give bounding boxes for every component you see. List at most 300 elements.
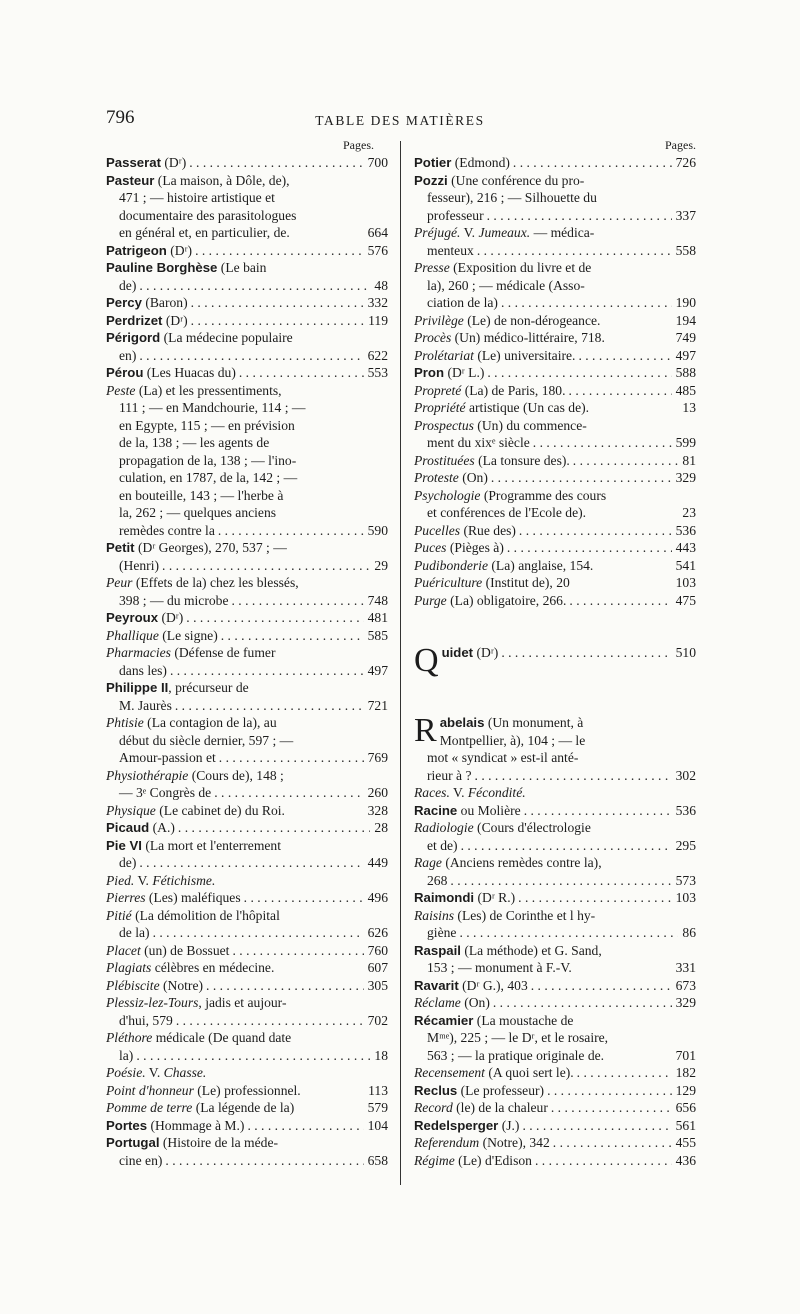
- pages-label: Pages.: [665, 138, 696, 152]
- index-entry-line: [414, 189, 696, 207]
- entry-text: Peur (Effets de la) chez les blessés,: [106, 575, 299, 590]
- index-entry-line: [414, 574, 696, 592]
- entry-text: Potier (Edmond): [414, 155, 510, 170]
- page-ref: 305: [364, 977, 388, 995]
- entry-text: début du siècle dernier, 597 ; —: [119, 732, 294, 748]
- index-entry-line: [414, 767, 696, 785]
- page-ref: 485: [672, 382, 696, 400]
- entry-text: de): [119, 277, 137, 293]
- page-ref: 607: [364, 959, 388, 977]
- page-ref: 496: [364, 889, 388, 907]
- index-entry-line: [106, 837, 388, 855]
- index-entry-line: [106, 609, 388, 627]
- index-entry-line: [414, 1064, 696, 1082]
- index-entry-line: [106, 382, 388, 400]
- index-entry-line: [414, 172, 696, 190]
- index-entry-line: [106, 224, 388, 242]
- index-entry-line: [414, 977, 696, 995]
- spacer: [414, 679, 696, 697]
- entry-text: et de): [427, 837, 458, 853]
- entry-text: uidet (Dʳ): [441, 645, 499, 660]
- page-ref: 599: [672, 434, 696, 452]
- index-entry-line: [414, 277, 696, 295]
- index-entry-line: [414, 784, 696, 802]
- page-ref: 769: [364, 749, 388, 767]
- index-entry-line: [106, 994, 388, 1012]
- index-entry-line: [106, 434, 388, 452]
- index-entry-line: [414, 1117, 696, 1135]
- index-entry-line: [106, 1134, 388, 1152]
- index-entry-line: [414, 959, 696, 977]
- entry-text: Propreté (La) de Paris, 180.: [414, 382, 566, 398]
- entry-text: Régime (Le) d'Edison: [414, 1152, 532, 1168]
- entry-text: giène: [427, 925, 457, 940]
- index-entry-line: [414, 907, 696, 925]
- index-entry-line: [440, 714, 696, 732]
- entry-text: remèdes contre la: [119, 522, 215, 538]
- index-entry-line: [106, 592, 388, 610]
- entry-text: Pharmacies (Défense de fumer: [106, 645, 276, 660]
- index-entry-line: [106, 819, 388, 837]
- page-ref: 104: [364, 1117, 388, 1135]
- entry-text: Prostituées (La tonsure des).: [414, 452, 570, 468]
- entry-text: Plessiz-lez-Tours, jadis et aujour-: [106, 995, 287, 1010]
- index-entry-line: [414, 1134, 696, 1152]
- index-entry-line: [414, 417, 696, 435]
- index-entry-line: [414, 539, 696, 557]
- index-entry-line: [414, 1029, 696, 1047]
- index-entry-line: [414, 399, 696, 417]
- entry-text: Point d'honneur (Le) professionnel.: [106, 1082, 301, 1098]
- entry-text: Puces (Pièges à): [414, 540, 504, 555]
- index-entry-line: [106, 924, 388, 942]
- entry-text: Pauline Borghèse (Le bain: [106, 260, 267, 275]
- entry-text: Pozzi (Une conférence du pro-: [414, 172, 585, 188]
- index-entry-line: [106, 347, 388, 365]
- page-number: 796: [106, 107, 135, 128]
- entry-text: Philippe II, précurseur de: [106, 680, 249, 695]
- index-entry-line: [414, 557, 696, 575]
- index-entry-line: [414, 469, 696, 487]
- entry-text: culation, en 1787, de la, 142 ; —: [119, 470, 298, 485]
- page-ref: 260: [364, 784, 388, 802]
- entry-text: Pron (Dʳ L.): [414, 365, 485, 380]
- index-entry-line: [106, 942, 388, 960]
- page-ref: 475: [672, 592, 696, 610]
- index-entry-line: [442, 644, 696, 662]
- entry-text: d'hui, 579: [119, 1012, 173, 1028]
- index-entry-line: [106, 259, 388, 277]
- page-ref: 656: [672, 1099, 696, 1117]
- page-ref: 81: [678, 452, 696, 470]
- index-entry-line: [106, 277, 388, 295]
- index-entry-line: [106, 487, 388, 505]
- entry-text: Procès (Un) médico-littéraire, 718.: [414, 330, 605, 345]
- entry-text: cine en): [119, 1152, 163, 1168]
- index-entry-line: [106, 627, 388, 645]
- entry-text: — 3ᵉ Congrès de: [119, 785, 212, 800]
- section-initial: Q: [414, 642, 439, 679]
- page-ref: 726: [672, 154, 696, 172]
- entry-text: (Henri): [119, 557, 160, 573]
- entry-text: Pied. V. Fétichisme.: [106, 872, 216, 888]
- page-ref: 760: [364, 942, 388, 960]
- page-ref: 702: [364, 1012, 388, 1030]
- index-entry-line: [106, 154, 388, 172]
- entry-text: Physique (Le cabinet de) du Roi.: [106, 802, 285, 818]
- index-entry-line: [414, 522, 696, 540]
- entry-text: dans les): [119, 662, 167, 678]
- section-initial: R: [414, 712, 437, 749]
- page-ref: 590: [364, 522, 388, 540]
- entry-text: Portugal (Histoire de la méde-: [106, 1135, 279, 1150]
- index-entry-line: [106, 1064, 388, 1082]
- page-ref: 28: [370, 819, 388, 837]
- entry-text: la): [119, 1047, 134, 1063]
- index-entry-line: [414, 994, 696, 1012]
- page-ref: 103: [672, 574, 696, 592]
- index-entry-line: [414, 504, 696, 522]
- entry-text: Picaud (A.): [106, 820, 175, 835]
- entry-text: Patrigeon (Dʳ): [106, 242, 193, 258]
- entries-right: [414, 154, 696, 1169]
- page-ref: 749: [672, 329, 696, 347]
- entry-text: de la, 138 ; — les agents de: [119, 435, 270, 450]
- entry-text: Pucelles (Rue des): [414, 522, 516, 538]
- page-ref: 700: [364, 154, 388, 172]
- index-entry-line: [106, 767, 388, 785]
- entry-text: abelais (Un monument, à: [439, 715, 584, 730]
- page-ref: 626: [364, 924, 388, 942]
- page-ref: 119: [364, 312, 388, 330]
- entry-text: Amour-passion et: [119, 750, 216, 765]
- index-entry-line: [414, 802, 696, 820]
- page-ref: 673: [672, 977, 696, 995]
- entry-text: Préjugé. V. Jumeaux. — médica-: [414, 225, 595, 240]
- page-ref: 29: [370, 557, 388, 575]
- index-entry-line: [414, 1082, 696, 1100]
- index-entry-line: [106, 907, 388, 925]
- entry-text: Pitié (La démolition de l'hôpital: [106, 907, 280, 923]
- spacer: [414, 609, 696, 627]
- entry-text: 268: [427, 872, 448, 888]
- entry-text: propagation de la, 138 ; — l'ino-: [119, 452, 297, 468]
- section-initial-block: [414, 714, 696, 749]
- page-ref: 510: [672, 644, 696, 662]
- entry-text: 398 ; — du microbe: [119, 592, 229, 608]
- index-entry-line: [106, 1152, 388, 1170]
- index-entry-line: [414, 854, 696, 872]
- entry-text: Prospectus (Un) du commence-: [414, 417, 587, 433]
- entry-text: Pasteur (La maison, à Dôle, de),: [106, 172, 290, 188]
- entry-text: Referendum (Notre), 342: [414, 1135, 550, 1150]
- page-ref: 622: [364, 347, 388, 365]
- entry-text: Purge (La) obligatoire, 266.: [414, 592, 567, 608]
- entry-text: Prolétariat (Le) universitaire.: [414, 347, 576, 363]
- entry-text: Plagiats célèbres en médecine.: [106, 960, 275, 975]
- entry-text: la), 260 ; — médicale (Asso-: [427, 277, 585, 293]
- entry-text: Reclus (Le professeur): [414, 1082, 545, 1098]
- entry-text: et conférences de l'Ecole de).: [427, 505, 587, 520]
- entry-text: Psychologie (Programme des cours: [414, 487, 607, 503]
- index-entry-line: [106, 189, 388, 207]
- spacer: [414, 627, 696, 645]
- page-ref: 558: [672, 242, 696, 260]
- index-column-left: [106, 137, 388, 1169]
- page-ref: 664: [364, 224, 388, 242]
- entry-text: Raisins (Les) de Corinthe et l hy-: [414, 907, 596, 923]
- page-ref: 48: [370, 277, 388, 295]
- entry-text: Propriété artistique (Un cas de).: [414, 400, 590, 415]
- entry-text: de): [119, 855, 137, 870]
- entry-text: Radiologie (Cours d'électrologie: [414, 820, 591, 835]
- page-ref: 536: [672, 522, 696, 540]
- entry-text: Ravarit (Dʳ G.), 403: [414, 977, 528, 993]
- page-ref: 329: [672, 469, 696, 487]
- index-entry-line: [106, 522, 388, 540]
- page-ref: 23: [678, 504, 696, 522]
- entry-text: en bouteille, 143 ; — l'herbe à: [119, 487, 284, 503]
- entry-text: M. Jaurès: [119, 697, 172, 713]
- entry-text: Pie VI (La mort et l'enterrement: [106, 837, 281, 853]
- index-entry-line: [414, 592, 696, 610]
- entry-text: Réclame (On): [414, 995, 490, 1010]
- index-entry-line: [414, 819, 696, 837]
- page-ref: 295: [672, 837, 696, 855]
- index-column-right: [414, 137, 696, 1169]
- entry-text: Poésie. V. Chasse.: [106, 1065, 207, 1080]
- index-entry-line: [106, 1012, 388, 1030]
- entry-text: Petit (Dʳ Georges), 270, 537 ; —: [106, 540, 287, 555]
- spacer: [414, 697, 696, 715]
- entry-text: Puériculture (Institut de), 20: [414, 575, 570, 590]
- entry-text: Privilège (Le) de non-dérogeance.: [414, 312, 601, 328]
- index-entry-line: [106, 1047, 388, 1065]
- index-entry-line: [414, 154, 696, 172]
- index-entry-line: [106, 364, 388, 382]
- page-ref: 18: [370, 1047, 388, 1065]
- entry-text: rieur à ?: [427, 767, 472, 783]
- index-entry-line: [414, 364, 696, 382]
- page-ref: 701: [672, 1047, 696, 1065]
- entry-text: documentaire des parasitologues: [119, 207, 297, 223]
- index-entry-line: [106, 732, 388, 750]
- page-ref: 658: [364, 1152, 388, 1170]
- page-header: [0, 107, 800, 131]
- page-ref: 329: [672, 994, 696, 1012]
- index-entry-line: [414, 1012, 696, 1030]
- index-entry-line: [106, 977, 388, 995]
- entry-text: Phtisie (La contagion de la), au: [106, 715, 277, 730]
- index-entry-line: [106, 329, 388, 347]
- page-ref: 573: [672, 872, 696, 890]
- index-entry-line: [106, 172, 388, 190]
- entry-text: Placet (un) de Bossuet: [106, 942, 230, 958]
- index-entry-line: [106, 417, 388, 435]
- entry-text: professeur: [427, 207, 484, 223]
- index-entry-line: [414, 1099, 696, 1117]
- entry-text: de la): [119, 925, 150, 940]
- index-entry-line: [440, 732, 696, 750]
- index-entry-line: [106, 1117, 388, 1135]
- entry-text: en général et, en particulier, de.: [119, 225, 290, 240]
- index-entry-line: [414, 312, 696, 330]
- index-entry-line: [414, 942, 696, 960]
- index-entry-line: [414, 1152, 696, 1170]
- entry-text: 153 ; — monument à F.-V.: [427, 960, 572, 975]
- entry-text: Proteste (On): [414, 470, 488, 485]
- entry-text: la, 262 ; — quelques anciens: [119, 505, 277, 520]
- index-entry-line: [414, 452, 696, 470]
- entry-text: Recensement (A quoi sert le).: [414, 1065, 574, 1080]
- entry-text: Récamier (La moustache de: [414, 1012, 574, 1028]
- index-entry-line: [106, 312, 388, 330]
- index-entry-line: [414, 347, 696, 365]
- page-ref: 13: [678, 399, 696, 417]
- entry-text: Raimondi (Dʳ R.): [414, 890, 516, 905]
- page-ref: 497: [672, 347, 696, 365]
- page-ref: 182: [672, 1064, 696, 1082]
- index-entry-line: [106, 714, 388, 732]
- index-entry-line: [414, 434, 696, 452]
- index-entry-line: [106, 294, 388, 312]
- index-entry-line: [106, 697, 388, 715]
- entry-text: Pléthore médicale (De quand date: [106, 1030, 292, 1045]
- entry-text: Perdrizet (Dʳ): [106, 312, 188, 328]
- entry-text: en Egypte, 115 ; — en prévision: [119, 417, 295, 433]
- index-entry-line: [106, 644, 388, 662]
- entry-text: Races. V. Fécondité.: [414, 785, 526, 800]
- entry-text: 563 ; — la pratique originale de.: [427, 1047, 605, 1063]
- entry-text: en): [119, 347, 137, 363]
- page-ref: 436: [672, 1152, 696, 1170]
- entry-text: Peyroux (Dʳ): [106, 610, 184, 625]
- page-ref: 443: [672, 539, 696, 557]
- index-entry-line: [106, 662, 388, 680]
- index-entry-line: [106, 872, 388, 890]
- index-entry-line: [414, 872, 696, 890]
- page-ref: 103: [672, 889, 696, 907]
- page-ref: 497: [364, 662, 388, 680]
- page-ref: 553: [364, 364, 388, 382]
- page-ref: 561: [672, 1117, 696, 1135]
- entry-text: Pomme de terre (La légende de la): [106, 1100, 295, 1115]
- page-ref: 331: [672, 959, 696, 977]
- index-entry-line: [106, 679, 388, 697]
- page-ref: 481: [364, 609, 388, 627]
- index-entry-line: [414, 889, 696, 907]
- index-entry-line: [106, 784, 388, 802]
- column-divider: [400, 141, 401, 1185]
- pages-label: Pages.: [343, 138, 374, 152]
- entry-text: Presse (Exposition du livre et de: [414, 260, 592, 275]
- entry-text: ment du xixᵉ siècle: [427, 435, 530, 450]
- page-ref: 190: [672, 294, 696, 312]
- running-title: TABLE DES MATIÈRES: [315, 113, 485, 128]
- entry-text: Rage (Anciens remèdes contre la),: [414, 855, 602, 870]
- index-entry-line: [414, 329, 696, 347]
- page-ref: 721: [364, 697, 388, 715]
- index-entry-line: [106, 469, 388, 487]
- page-ref: 194: [672, 312, 696, 330]
- page-ref: 588: [672, 364, 696, 382]
- index-entry-line: [106, 574, 388, 592]
- page-ref: 449: [364, 854, 388, 872]
- index-entry-line: [414, 924, 696, 942]
- entry-text: Passerat (Dʳ): [106, 155, 187, 170]
- page-ref: 337: [672, 207, 696, 225]
- page-ref: 536: [672, 802, 696, 820]
- page-ref: 129: [672, 1082, 696, 1100]
- index-entry-line: [106, 557, 388, 575]
- page-ref: 328: [364, 802, 388, 820]
- entry-text: mot « syndicat » est-il anté-: [427, 750, 579, 765]
- entry-text: fesseur), 216 ; — Silhouette du: [427, 190, 597, 205]
- entry-text: Raspail (La méthode) et G. Sand,: [414, 942, 602, 958]
- index-entry-line: [106, 749, 388, 767]
- index-entry-line: [414, 207, 696, 225]
- entry-text: Phallique (Le signe): [106, 627, 218, 643]
- entry-text: Périgord (La médecine populaire: [106, 330, 293, 345]
- index-entry-line: [414, 382, 696, 400]
- entry-text: Portes (Hommage à M.): [106, 1117, 245, 1133]
- page-ref: 302: [672, 767, 696, 785]
- entry-text: Peste (La) et les pressentiments,: [106, 382, 282, 398]
- index-entry-line: [414, 837, 696, 855]
- entry-text: menteux: [427, 242, 474, 258]
- index-entry-line: [106, 242, 388, 260]
- index-entry-line: [106, 959, 388, 977]
- index-entry-line: [106, 854, 388, 872]
- entry-text: Redelsperger (J.): [414, 1117, 520, 1133]
- index-entry-line: [106, 207, 388, 225]
- entry-text: 111 ; — en Mandchourie, 114 ; —: [119, 400, 306, 415]
- index-entry-line: [106, 504, 388, 522]
- entry-text: Pérou (Les Huacas du): [106, 365, 236, 380]
- index-entry-line: [414, 1047, 696, 1065]
- entry-text: Percy (Baron): [106, 295, 188, 310]
- entry-text: Racine ou Molière: [414, 802, 521, 818]
- index-entry-line: [414, 242, 696, 260]
- index-entry-line: [414, 294, 696, 312]
- entry-text: Pudibonderie (La) anglaise, 154.: [414, 557, 594, 573]
- entry-text: Plébiscite (Notre): [106, 977, 204, 993]
- entry-text: Mᵐᵉ), 225 ; — le Dʳ, et le rosaire,: [427, 1030, 609, 1045]
- index-entry-line: [106, 399, 388, 417]
- entry-text: 471 ; — histoire artistique et: [119, 190, 275, 205]
- entry-text: Record (le) de la chaleur: [414, 1100, 548, 1115]
- entry-text: Montpellier, à), 104 ; — le: [439, 732, 586, 748]
- index-entry-line: [106, 889, 388, 907]
- section-initial-block: [414, 644, 696, 679]
- page-ref: 332: [364, 294, 388, 312]
- entry-text: ciation de la): [427, 295, 498, 310]
- index-entry-line: [106, 1082, 388, 1100]
- page-ref: 113: [364, 1082, 388, 1100]
- index-entry-line: [414, 749, 696, 767]
- page-ref: 576: [364, 242, 388, 260]
- index-entry-line: [106, 1099, 388, 1117]
- entries-left: [106, 154, 388, 1169]
- page-ref: 748: [364, 592, 388, 610]
- index-entry-line: [414, 487, 696, 505]
- index-entry-line: [414, 259, 696, 277]
- index-entry-line: [106, 802, 388, 820]
- page-ref: 585: [364, 627, 388, 645]
- page-ref: 541: [672, 557, 696, 575]
- index-entry-line: [414, 224, 696, 242]
- entry-text: Pierres (Les) maléfiques: [106, 890, 241, 905]
